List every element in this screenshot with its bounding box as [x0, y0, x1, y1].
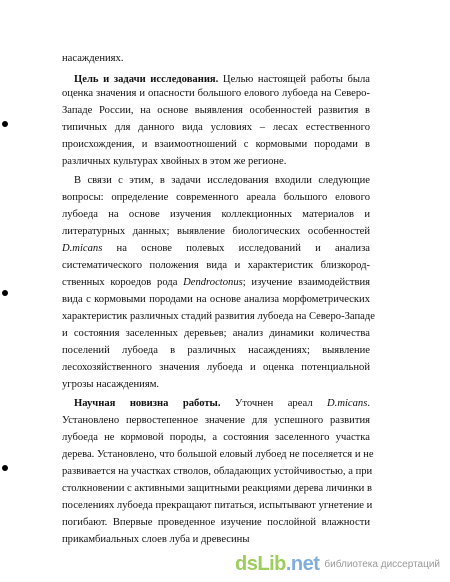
text-line: поселениях лубоеда прекращают питаться, испытывают угнетение и [62, 500, 373, 511]
watermark-logo: dsLib.net [235, 553, 320, 575]
section-heading-goal: Цель и задачи исследования. Целью настоящей работы была [74, 74, 370, 85]
text-line: ственных короедов рода Dendroctonus; изучение взаимодействия [62, 277, 370, 288]
watermark-tagline: библиотека диссертаций [324, 559, 440, 570]
text-line: и состояния заселенных деревьев; анализ динамики количества [62, 328, 370, 339]
text-line: дерева. Установлено, что большой еловый лубоед не поселяется и не [62, 449, 374, 460]
text-line: лубоеда на основе изучения коллекционных материалов и [62, 209, 370, 220]
text-line: Западе России, на основе выявления особенностей развития в [62, 105, 370, 116]
section-heading-novelty: Научная новизна работы. Уточнен ареал D.micans. [74, 398, 370, 409]
text-line: прикамбиальных слоев луба и древесины [62, 534, 250, 545]
text-line: насаждениях. [62, 53, 124, 64]
text-line: оценка значения и опасности большого елового лубоеда на Северо- [62, 88, 370, 99]
text-line: развивается на участках стволов, обладающих устойчивостью, а при [62, 466, 373, 477]
text-line: типичных для данного вида условиях – лесах естественного [62, 122, 370, 133]
text-line: угрозы насаждениям. [62, 379, 160, 390]
text-line: литературных данных; выявление биологических особенностей [62, 226, 370, 237]
binding-hole-mark [2, 121, 8, 127]
text-line: происхождения, и взаимоотношений с кормовыми породами в [62, 139, 370, 150]
text-line: лесохозяйственного значения лубоеда и оценка потенциальной [62, 362, 370, 373]
text-line: лубоеда не кормовой породы, а состояния заселенного участка [62, 432, 370, 443]
text-line: Установлено первостепенное значение для успешного развития [62, 415, 370, 426]
text-line: поселений лубоеда в различных насаждениях; выявление [62, 345, 370, 356]
text-line: вида с кормовыми породами на основе анализа морфометрических [62, 294, 370, 305]
binding-hole-mark [2, 290, 8, 296]
text-line: характеристик различных стадий развития лубоеда на Северо-Западе [62, 311, 375, 322]
text-line: столкновении с активными защитными реакциями дерева личинки в [62, 483, 372, 494]
text-line: различных культурах хвойных в этом же регионе. [62, 156, 287, 167]
text-line: вопросы: определение современного ареала большого елового [62, 192, 370, 203]
text-line: В связи с этим, в задачи исследования входили следующие [74, 175, 370, 186]
watermark [235, 553, 440, 576]
text-line: погибают. Впервые проведенное изучение послойной влажности [62, 517, 370, 528]
text-line: D.micans на основе полевых исследований и анализа [62, 243, 370, 254]
binding-hole-mark [2, 465, 8, 471]
text-line: систематического положения вида и характеристик близкород- [62, 260, 370, 271]
